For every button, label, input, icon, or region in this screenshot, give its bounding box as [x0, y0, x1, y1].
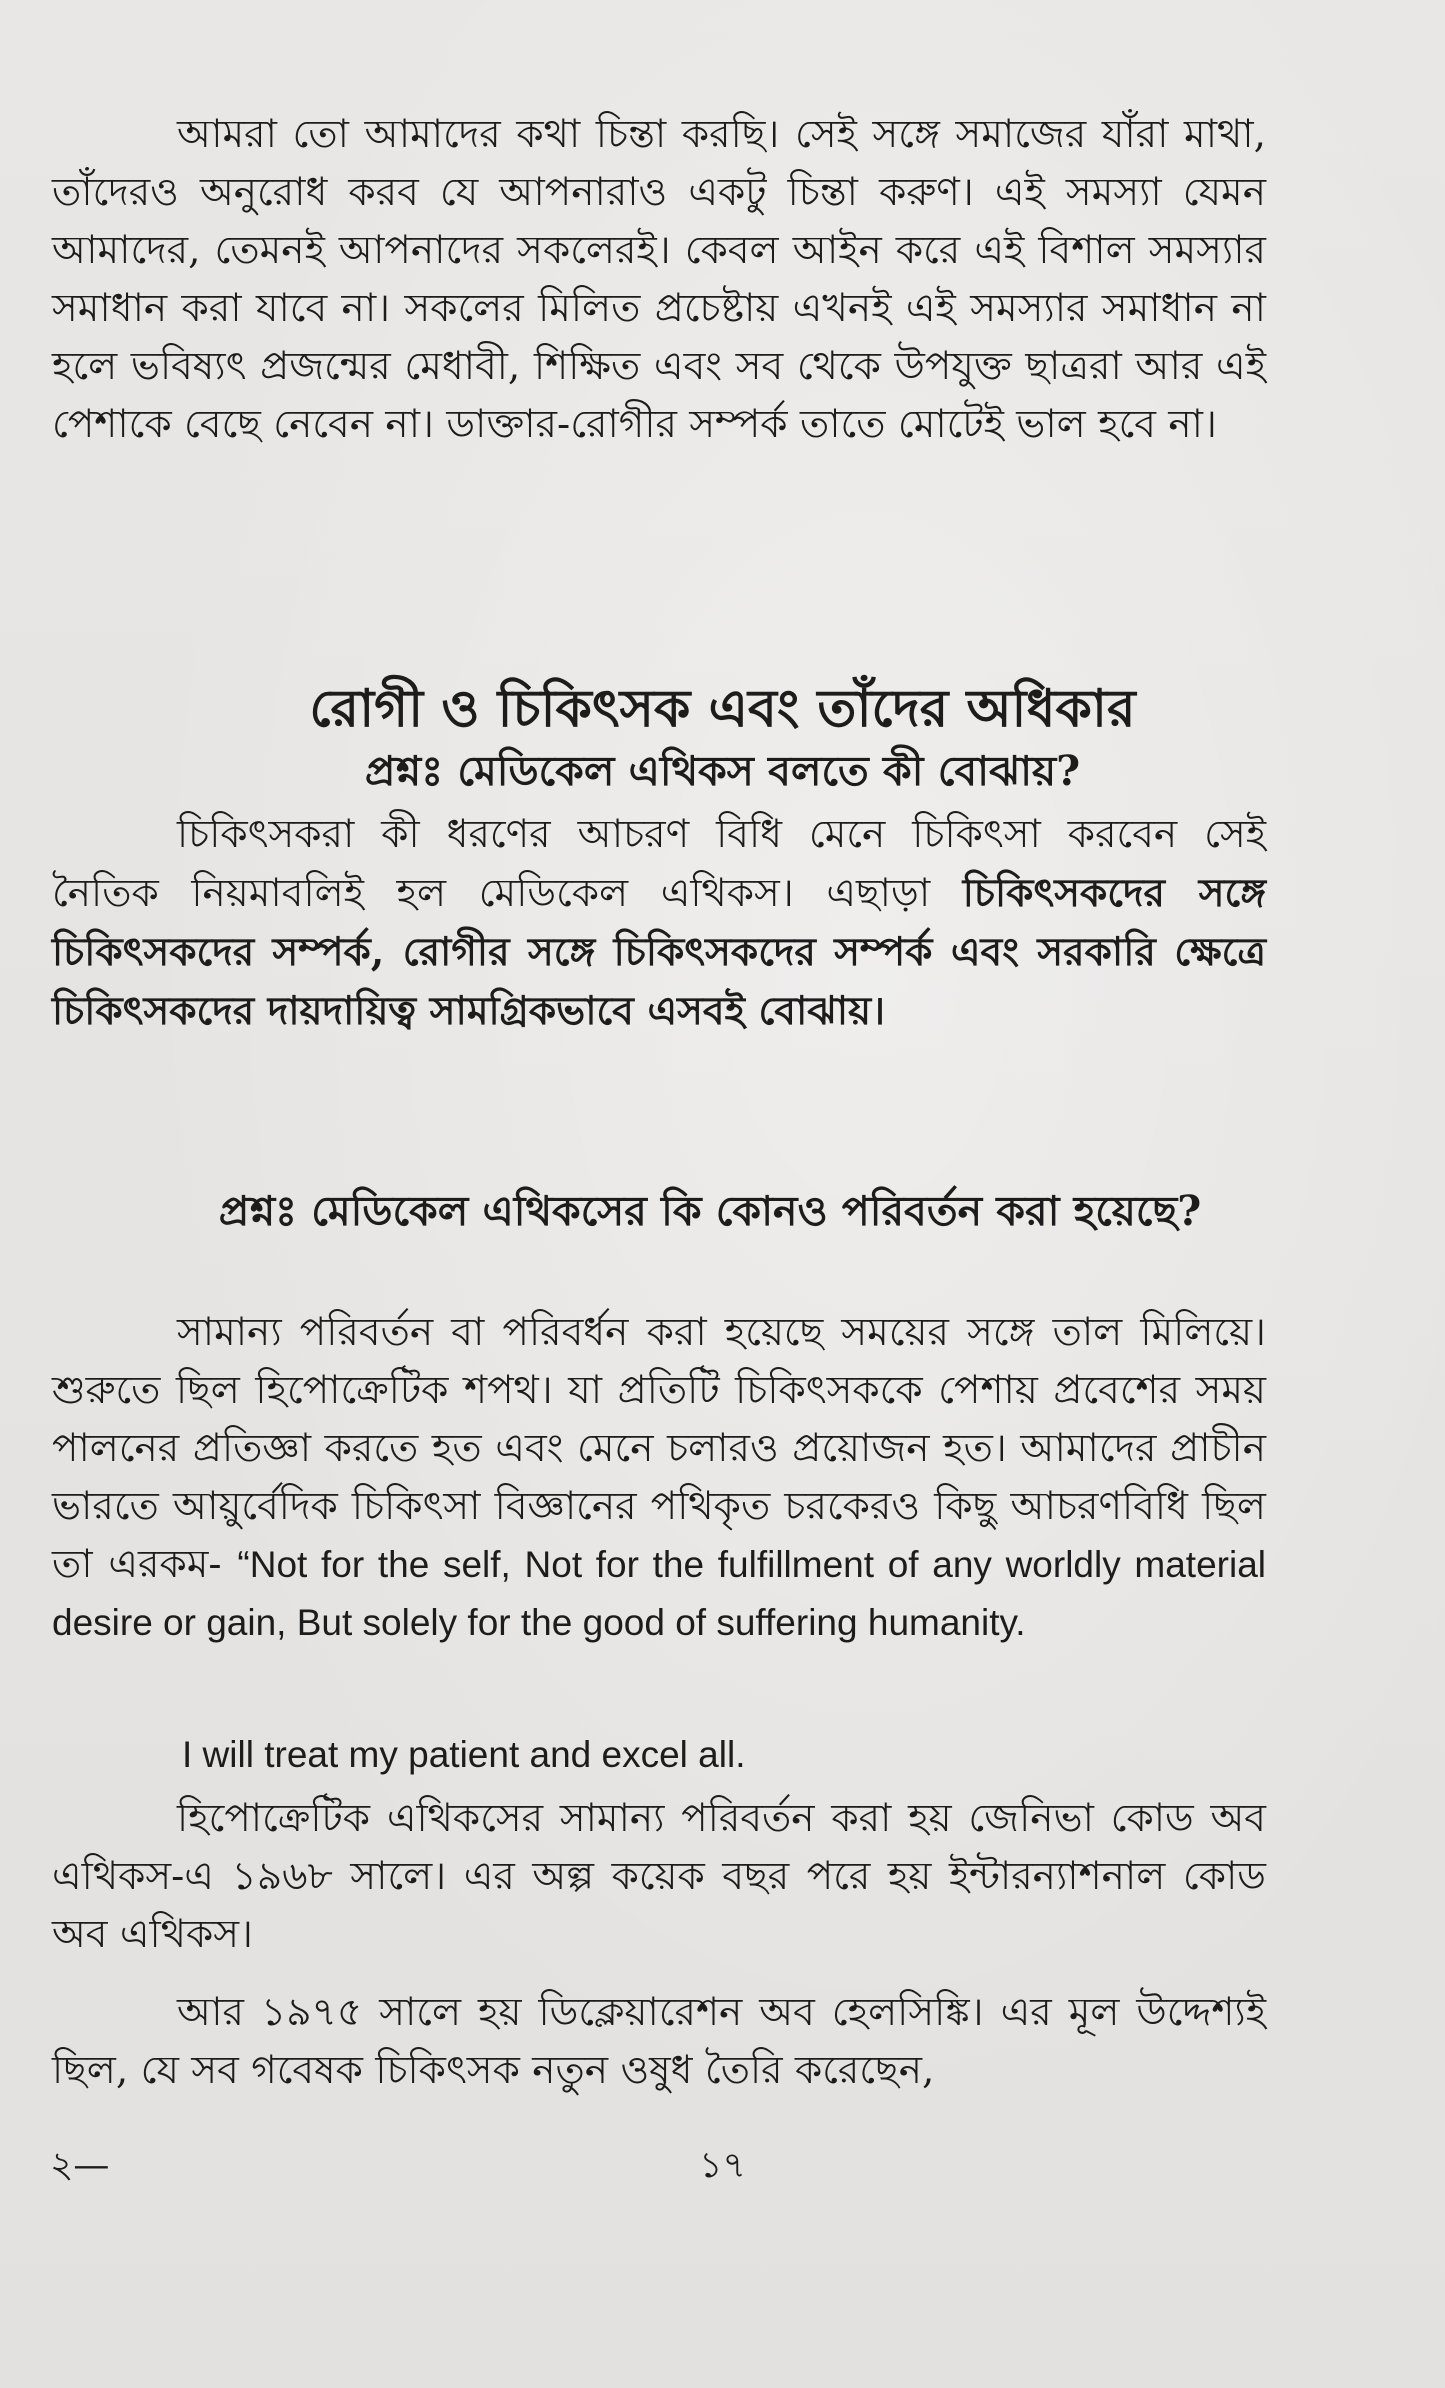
footer-signature-mark: ২— [50, 2145, 110, 2186]
answer-medical-ethics [52, 806, 1266, 1041]
answer-plain-text: চিকিৎসকরা কী ধরণের আচরণ বিধি মেনে চিকিৎসা করবেন সেই নৈতিক নিয়মাবলিই হল মেডিকেল এথিকস। এছাড়া [52, 812, 1266, 916]
answer-english-quote: “Not for the self, Not for the fulfillment of any worldly material desire or gain, But solely for the good of suffering humanity. [52, 1544, 1266, 1643]
paragraph-helsinki: আর ১৯৭৫ সালে হয় ডিক্লেয়ারেশন অব হেলসিঙ্কি। এর মূল উদ্দেশ্যই ছিল, যে সব গবেষক চিকিৎসক নতুন ওষুধ তৈরি করেছেন, [52, 1990, 1266, 2093]
page-number: ১৭ [699, 2145, 746, 2186]
answer-bold-text: চিকিৎসকদের সঙ্গে চিকিৎসকদের সম্পর্ক, রোগীর সঙ্গে চিকিৎসকদের সম্পর্ক এবং সরকারি ক্ষেত্রে চিকিৎসকদের দায়দায়িত্ব সামগ্রিকভাবে এসবই বোঝায়। [52, 870, 1267, 1034]
answer-bengali-text: সামান্য পরিবর্তন বা পরিবর্ধন করা হয়েছে সময়ের সঙ্গে তাল মিলিয়ে। শুরুতে ছিল হিপোক্রেটিক শপথ। যা প্রতিটি চিকিৎসককে পেশায় প্রবেশের সময় পালনের প্রতিজ্ঞা করতে হত এবং মেনে চলারও প্রয়োজন হত। আমাদের প্রাচীন ভারতে আয়ুর্বেদিক চিকিৎসা বিজ্ঞানের পথিকৃত চরকেরও কিছু আচরণবিধি ছিল তা এরকম- [52, 1310, 1266, 1587]
question-medical-ethics: প্রশ্নঃ মেডিকেল এথিকস বলতে কী বোঝায়? [364, 747, 1081, 795]
paragraph-intro: আমরা তো আমাদের কথা চিন্তা করছি। সেই সঙ্গে সমাজের যাঁরা মাথা, তাঁদেরও অনুরোধ করব যে আপনারাও একটু চিন্তা করুণ। এই সমস্যা যেমন আমাদের, তেমনই আপনাদের সকলেরই। কেবল আইন করে এই বিশাল সমস্যার সমাধান করা যাবে না। সকলের মিলিত প্রচেষ্টায় এখনই এই সমস্যার সমাধান না হলে ভবিষ্যৎ প্রজন্মের মেধাবী, শিক্ষিত এবং সব থেকে উপযুক্ত ছাত্ররা আর এই পেশাকে বেছে নেবেন না। ডাক্তার-রোগীর সম্পর্ক তাতে মোটেই ভাল হবে না। [52, 112, 1266, 447]
quote-line: I will treat my patient and excel all. [182, 1734, 746, 1775]
answer-ethics-change [52, 1304, 1266, 1652]
paragraph-geneva-code: হিপোক্রেটিক এথিকসের সামান্য পরিবর্তন করা হয় জেনিভা কোড অব এথিকস-এ ১৯৬৮ সালে। এর অল্প কয়েক বছর পরে হয় ইন্টারন্যাশনাল কোড অব এথিকস। [52, 1796, 1266, 1957]
section-heading: রোগী ও চিকিৎসক এবং তাঁদের অধিকার [309, 678, 1136, 739]
question-ethics-change: প্রশ্নঃ মেডিকেল এথিকসের কি কোনও পরিবর্তন করা হয়েছে? [218, 1187, 1202, 1235]
